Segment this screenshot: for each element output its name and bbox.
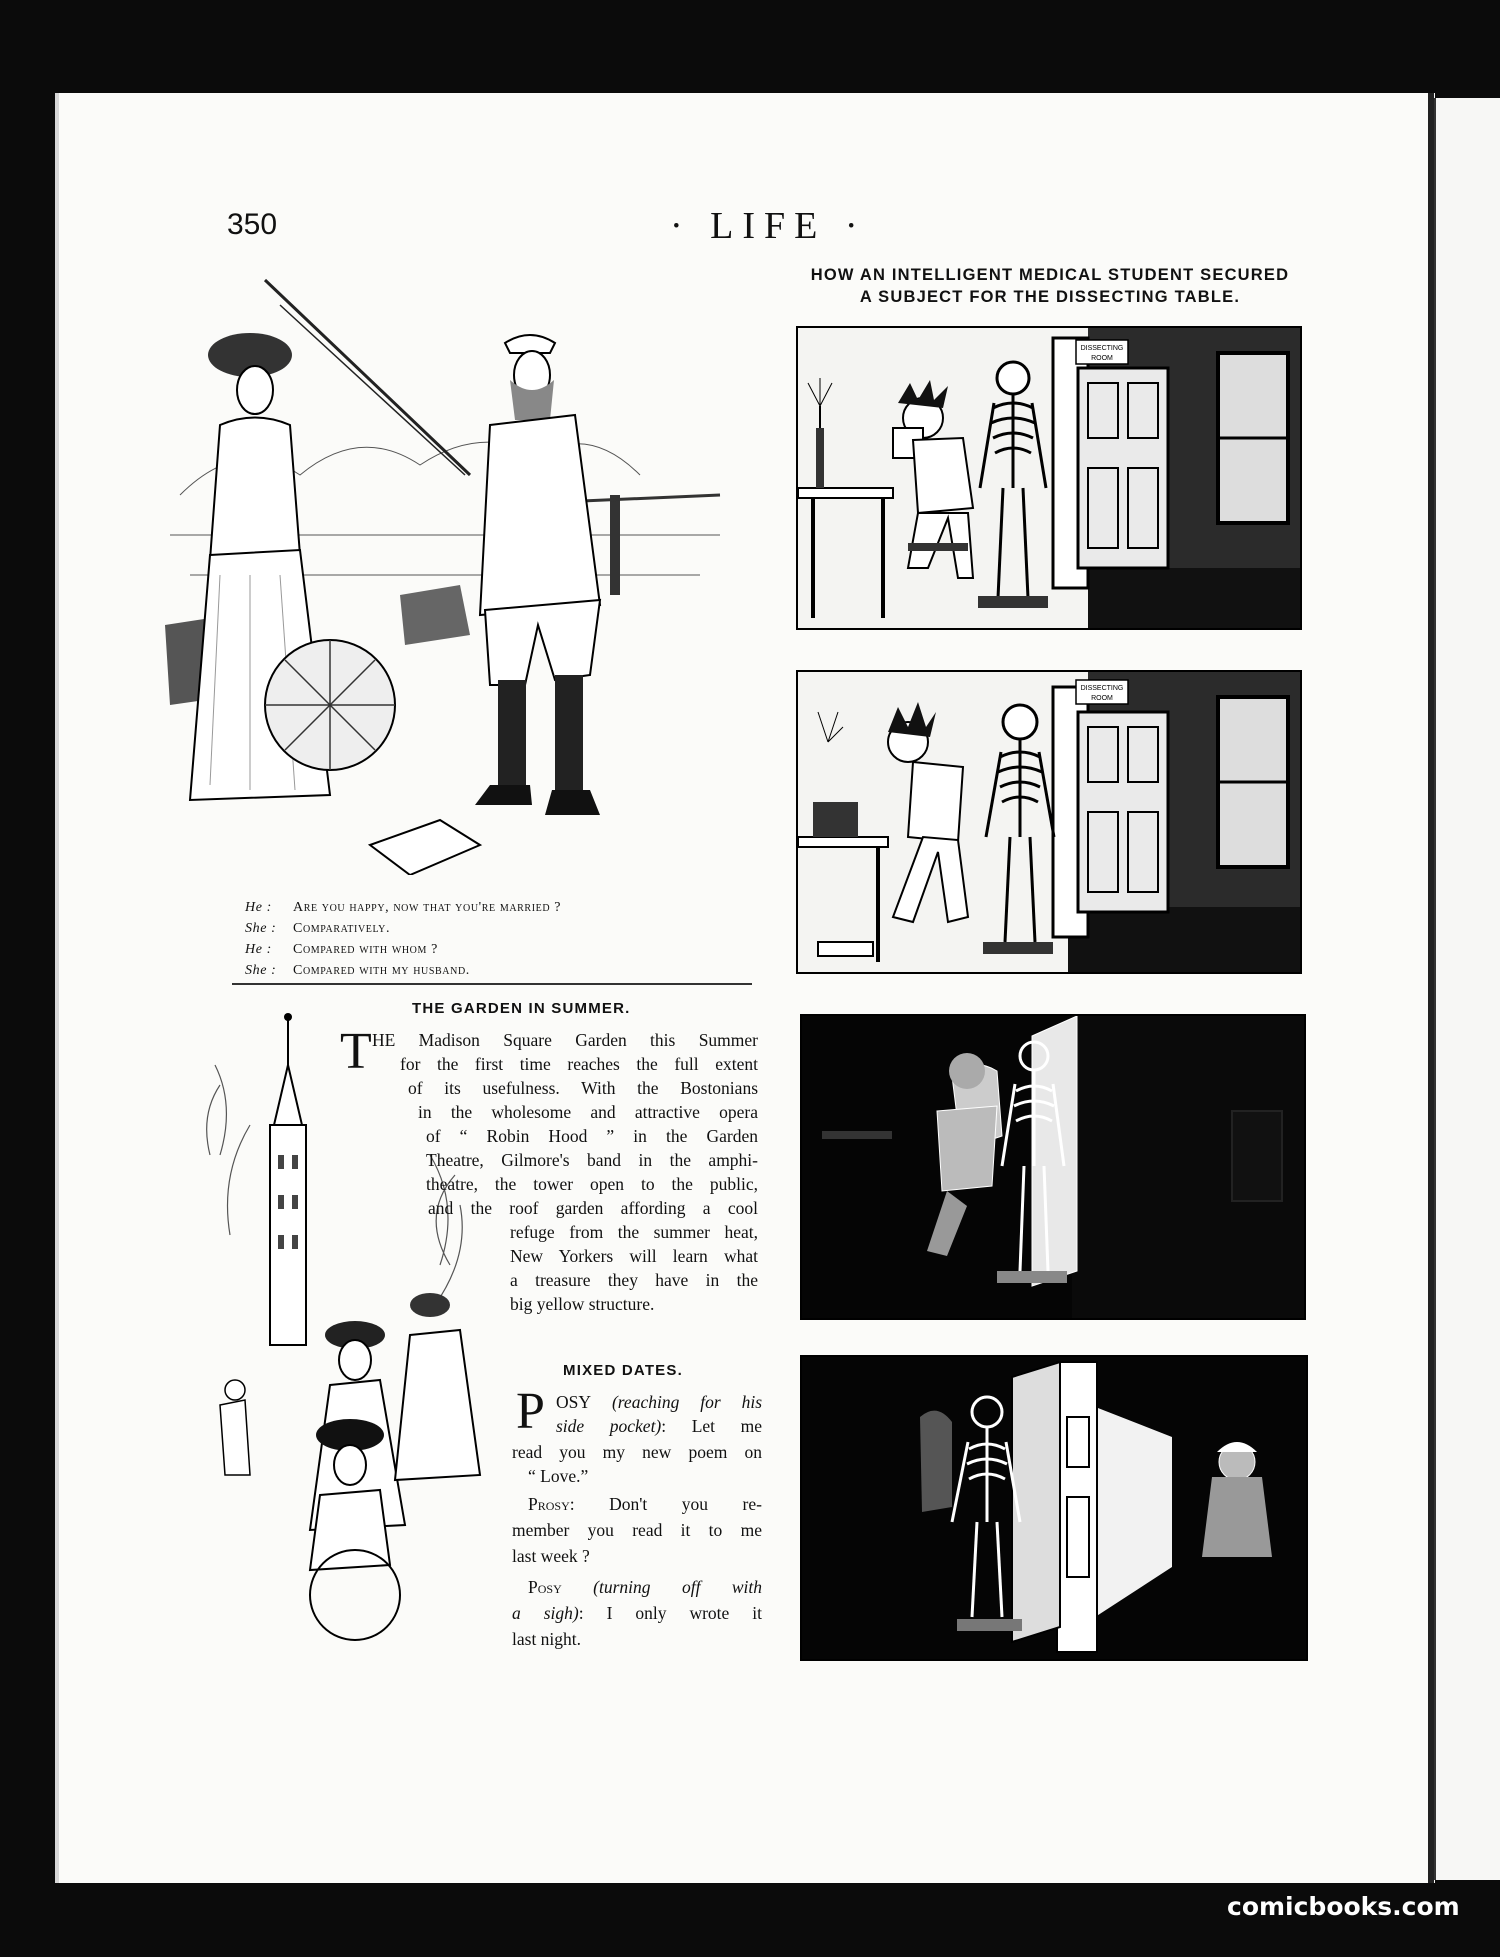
svg-text:ROOM: ROOM xyxy=(1091,355,1113,362)
garden-dropcap: T xyxy=(340,1023,372,1080)
site-watermark: comicbooks.com xyxy=(1227,1892,1460,1921)
panel-2-drawing xyxy=(798,672,1300,972)
garden-line: HE Madison Square Garden this Summer xyxy=(372,1030,758,1050)
dates-line: “ Love.” xyxy=(528,1466,589,1486)
garden-line: a treasure they have in the xyxy=(510,1270,758,1290)
masthead: · LIFE · xyxy=(670,205,867,247)
dates-line: last week ? xyxy=(512,1546,590,1566)
dates-line: a sigh): I only wrote it xyxy=(512,1603,763,1623)
comic-panel-4 xyxy=(800,1355,1308,1661)
dates-line: OSY (reaching for his xyxy=(556,1392,763,1412)
dates-line: Prosy: Don't you re- xyxy=(528,1494,762,1514)
comic-title xyxy=(770,264,1330,308)
dates-line: side pocket): Let me xyxy=(556,1416,762,1436)
garden-line: Theatre, Gilmore's band in the amphi- xyxy=(426,1150,758,1170)
dates-line: Posy (turning off with xyxy=(528,1577,762,1597)
panel-4-drawing xyxy=(802,1357,1306,1659)
garden-line: and the roof garden affording a cool xyxy=(428,1198,758,1218)
panel-3-drawing xyxy=(802,1016,1304,1318)
page-number: 350 xyxy=(227,208,278,241)
garden-line: for the first time reaches the full extent xyxy=(400,1054,758,1074)
dates-line: member you read it to me xyxy=(512,1520,762,1540)
dates-heading: MIXED DATES. xyxy=(563,1362,683,1379)
comic-title-line-2: A SUBJECT FOR THE DISSECTING TABLE. xyxy=(859,288,1241,306)
garden-line: big yellow structure. xyxy=(510,1294,655,1314)
cartoon-illustration xyxy=(160,275,740,875)
comic-panel-2 xyxy=(796,670,1302,974)
caption-line: She : Compared with my husband. xyxy=(245,963,470,978)
garden-line: theatre, the tower open to the public, xyxy=(426,1174,758,1194)
comic-panel-1 xyxy=(796,326,1302,630)
caption-line: He : Are you happy, now that you're married ? xyxy=(245,900,562,915)
dates-line: last night. xyxy=(512,1629,582,1649)
garden-line: of its usefulness. With the Bostonians xyxy=(408,1078,758,1098)
section-divider xyxy=(232,983,752,985)
dates-line: read you my new poem on xyxy=(512,1442,762,1462)
door-sign-text: DISSECTING xyxy=(1080,345,1124,352)
cartoon-caption xyxy=(245,897,561,981)
caption-line: He : Compared with whom ? xyxy=(245,942,438,957)
fishing-couple-drawing xyxy=(160,275,740,875)
comic-title-line-1: HOW AN INTELLIGENT MEDICAL STUDENT SECURED xyxy=(810,266,1290,284)
garden-line: of “ Robin Hood ” in the Garden xyxy=(426,1126,758,1146)
comic-panel-3 xyxy=(800,1014,1306,1320)
garden-heading: THE GARDEN IN SUMMER. xyxy=(412,1000,631,1017)
dates-dropcap: P xyxy=(516,1383,545,1440)
panel-1-drawing xyxy=(798,328,1300,628)
facing-page-edge xyxy=(1434,98,1500,1880)
caption-line: She : Comparatively. xyxy=(245,921,391,936)
svg-text:ROOM: ROOM xyxy=(1091,695,1113,702)
garden-line: New Yorkers will learn what xyxy=(510,1246,758,1266)
garden-line: in the wholesome and attractive opera xyxy=(418,1102,758,1122)
garden-line: refuge from the summer heat, xyxy=(510,1222,758,1242)
svg-text:DISSECTING: DISSECTING xyxy=(1080,685,1124,692)
